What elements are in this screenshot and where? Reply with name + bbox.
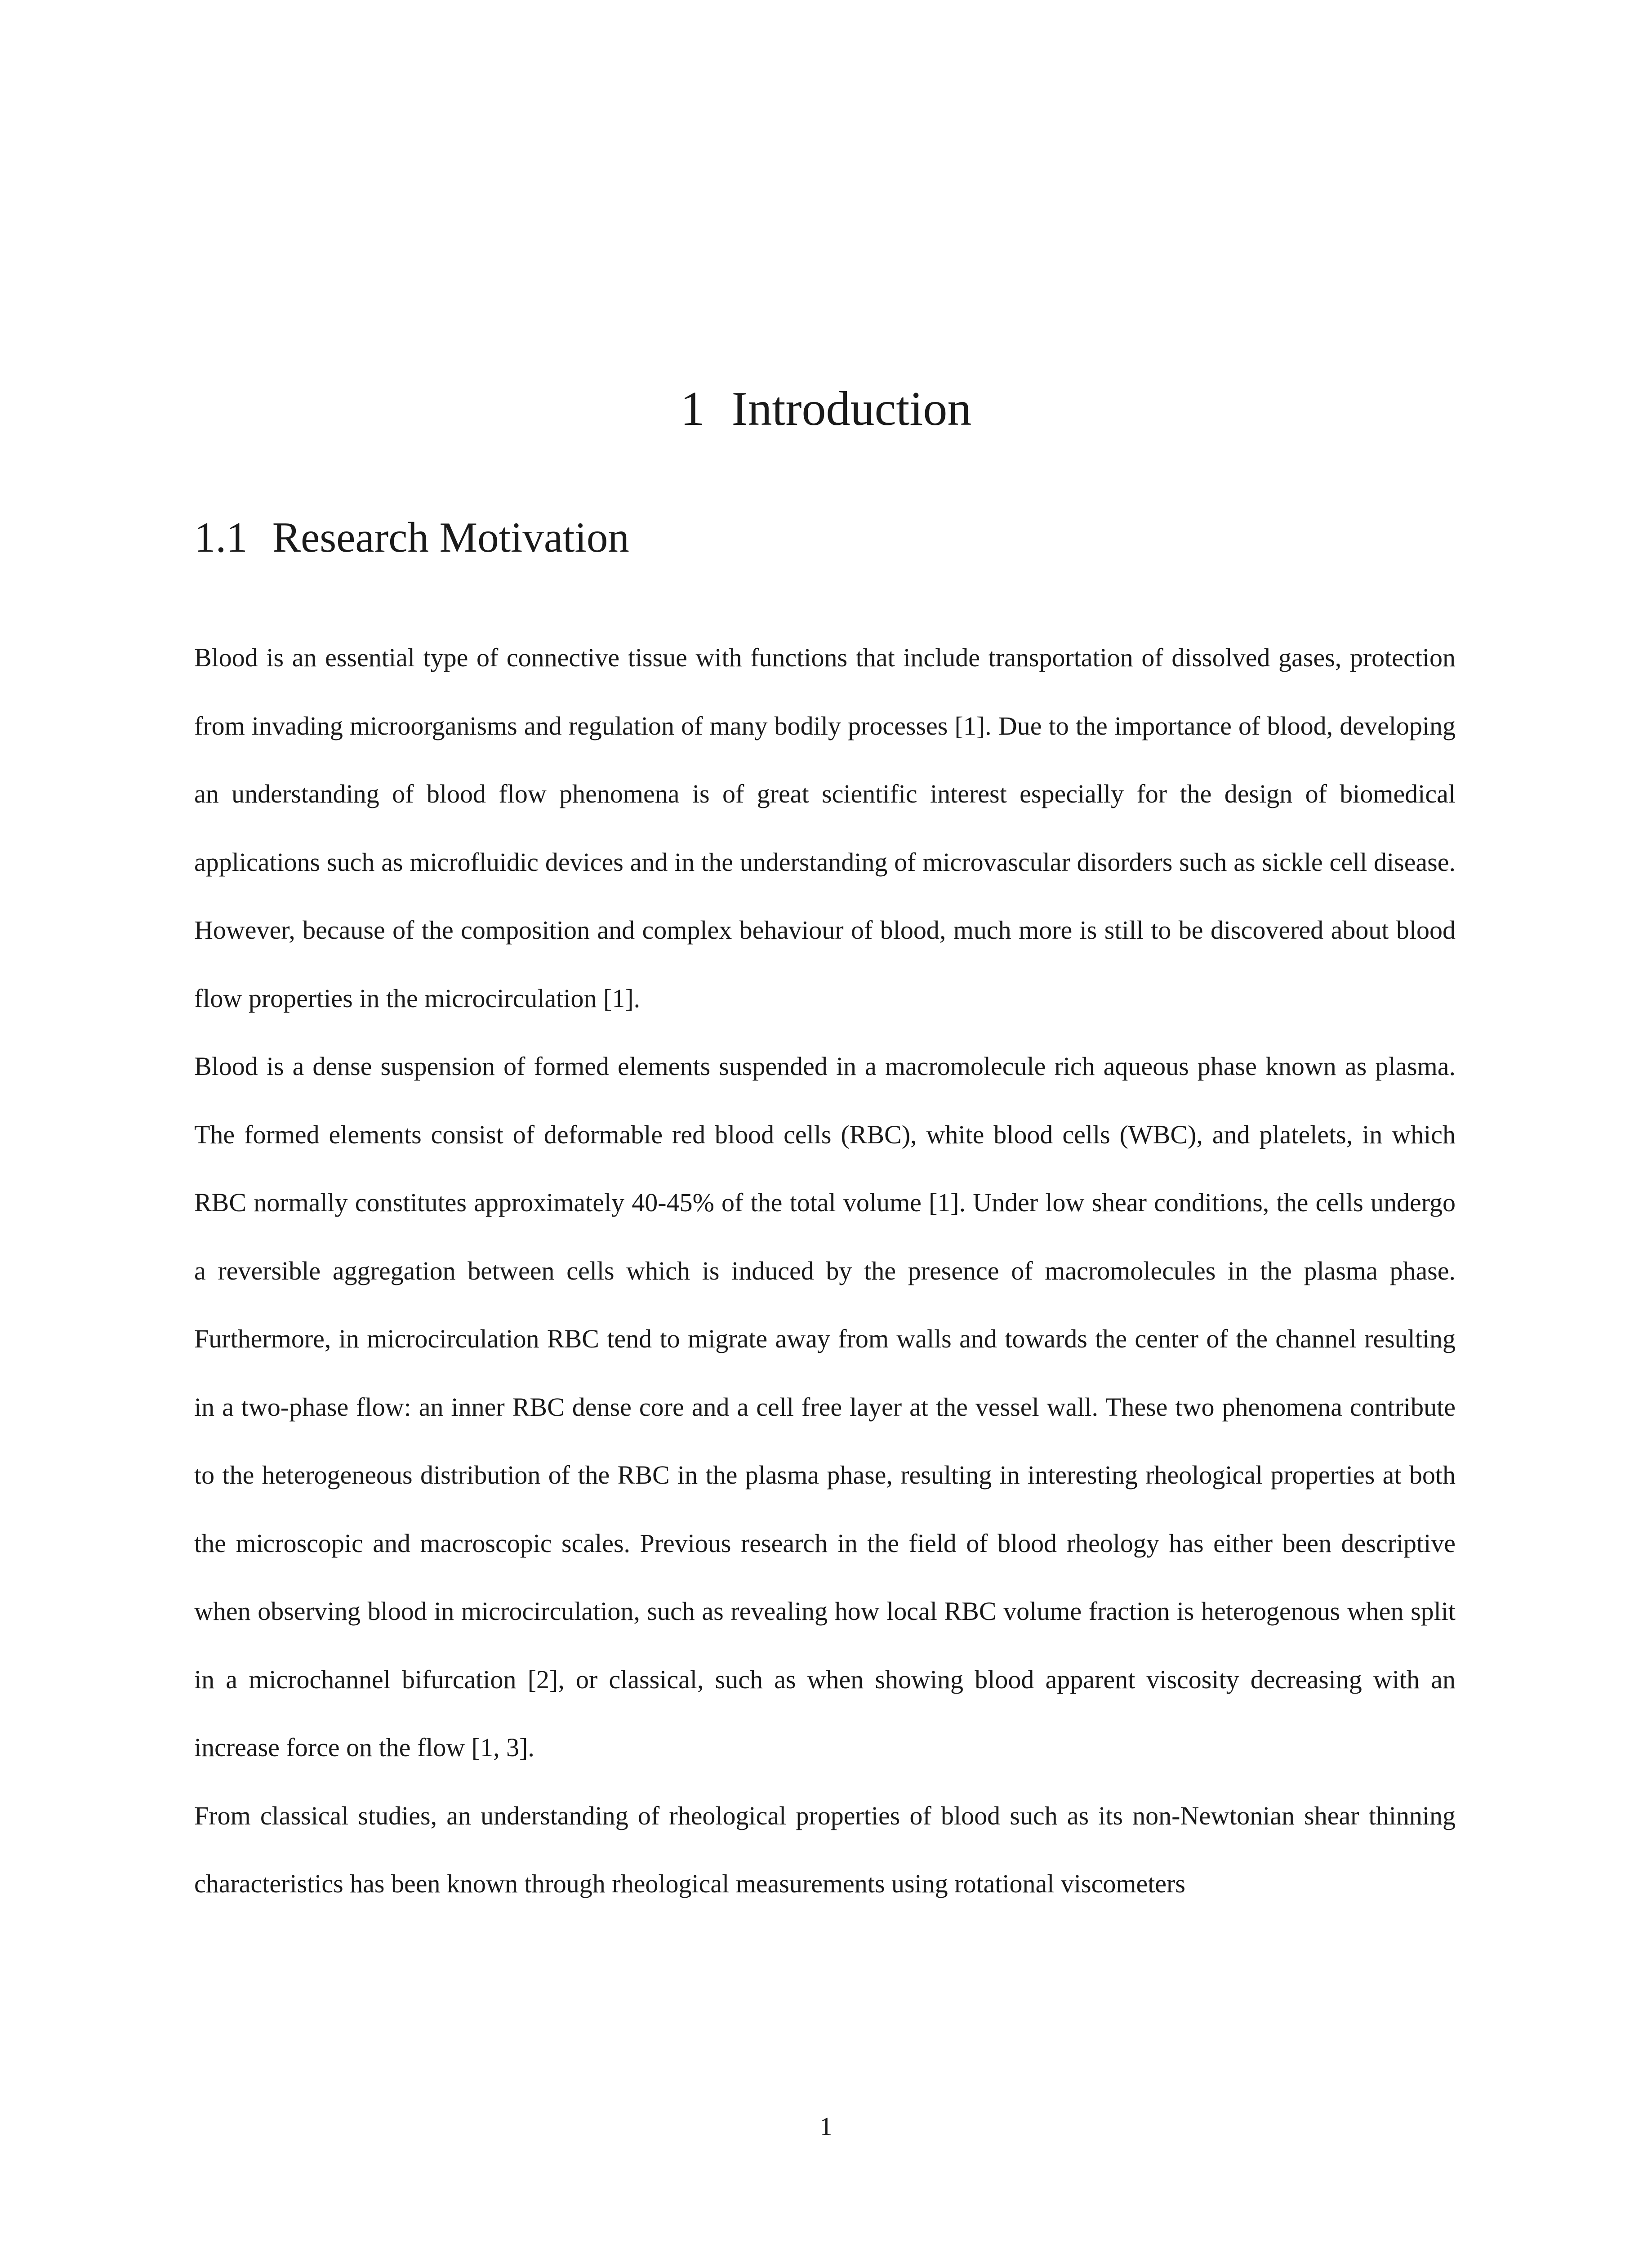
paragraph: Blood is a dense suspension of formed elements suspended in a macromolecule rich aqueous phase known as plasma. The formed elements consist of deformable red blood cells (RBC), white blood cells (WBC), and platelets, in which RBC normally constitutes approximately 40-45% of the total volume [1]. Under low shear conditions, the cells undergo a reversible aggregation between cells which is induced by the presence of macromolecules in the plasma phase. Furthermore, in microcirculation RBC tend to migrate away from walls and towards the center of the channel resulting in a two-phase flow: an inner RBC dense core and a cell free layer at the vessel wall. These two phenomena contribute to the heterogeneous distribution of the RBC in the plasma phase, resulting in interesting rheological properties at both the microscopic and macroscopic scales. Previous research in the field of blood rheology has either been descriptive when observing blood in microcirculation, such as revealing how local RBC volume fraction is heterogenous when split in a microchannel bifurcation [2], or classical, such as when showing blood apparent viscosity decreasing with an increase force on the flow [1, 3]. <box>194 1052 1456 1762</box>
page-number: 1 <box>819 2112 833 2141</box>
body-text <box>194 624 1456 1918</box>
section-title: Research Motivation <box>272 513 629 561</box>
section-heading <box>194 508 629 566</box>
section-number: 1.1 <box>194 513 248 561</box>
paragraph: Blood is an essential type of connective tissue with functions that include transportation of dissolved gases, protection from invading microorganisms and regulation of many bodily processes [1]. Due to the importance of blood, developing an understanding of blood flow phenomena is of great scientific interest especially for the design of biomedical applications such as microfluidic devices and in the understanding of microvascular disorders such as sickle cell disease. However, because of the composition and complex behaviour of blood, much more is still to be discovered about blood flow properties in the microcirculation [1]. <box>194 643 1456 1013</box>
paragraph: From classical studies, an understanding of rheological properties of blood such as its non-Newtonian shear thinning characteristics has been known through rheological measurements using rotational viscometers <box>194 1801 1456 1898</box>
chapter-title: Introduction <box>731 382 972 436</box>
chapter-heading <box>0 375 1652 443</box>
chapter-number: 1 <box>680 382 705 436</box>
